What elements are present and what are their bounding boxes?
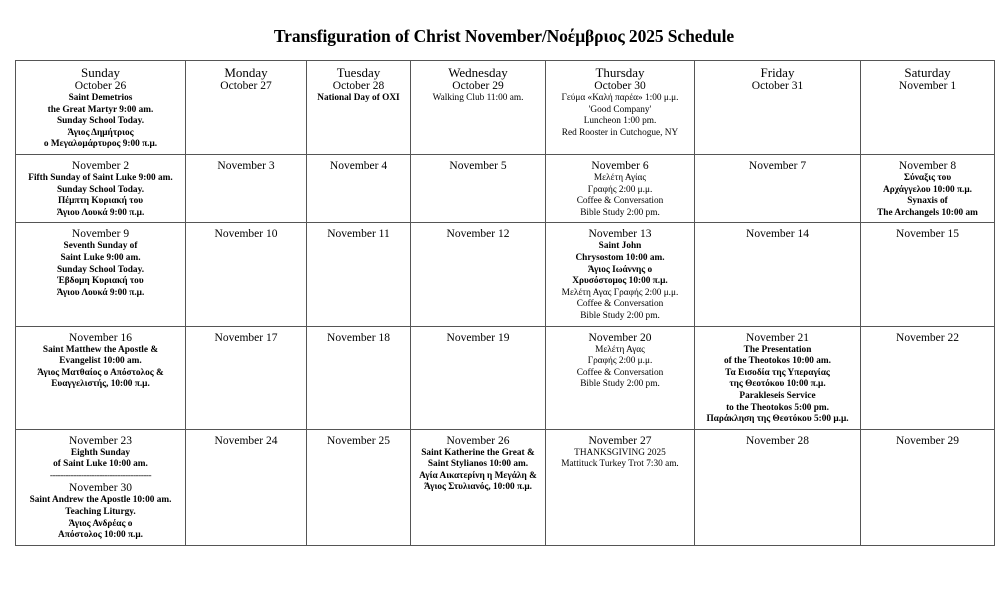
event-text: Coffee & Conversation xyxy=(576,367,664,378)
date-label: November 27 xyxy=(588,434,652,447)
day-cell-wednesday xyxy=(411,429,546,545)
event-text: Saint Katherine the Great & xyxy=(421,447,535,458)
event-text: Άγιος Ιωάννης ο xyxy=(587,264,653,275)
day-cell-thursday xyxy=(546,429,695,545)
day-cell-friday xyxy=(695,326,861,429)
date-label: November 20 xyxy=(588,331,652,344)
event-text: Saint Demetrios xyxy=(68,93,133,103)
date-label: November 10 xyxy=(214,228,278,241)
event-text: Γραφής 2:00 μ.μ. xyxy=(587,356,653,367)
date-label: October 27 xyxy=(220,80,272,92)
event-text: Evangelist 10:00 am. xyxy=(59,356,142,367)
date-label: November 9 xyxy=(71,228,130,241)
event-text: Αρχάγγελου 10:00 π.μ. xyxy=(883,184,972,195)
event-text: Red Rooster in Cutchogue, NY xyxy=(561,127,679,138)
day-cell-tuesday xyxy=(307,223,411,326)
event-text: Αγία Αικατερίνη η Μεγάλη & xyxy=(419,470,537,481)
day-cell-friday xyxy=(695,223,861,326)
event-text: Sunday School Today. xyxy=(56,184,145,195)
date-label: November 16 xyxy=(69,331,132,344)
event-text: of Saint Luke 10:00 am. xyxy=(53,459,148,470)
day-cell-sunday xyxy=(16,223,186,326)
date-label: November 2 xyxy=(71,160,130,172)
event-text: Ευαγγελιστής, 10:00 π.μ. xyxy=(51,379,150,390)
day-cell-monday xyxy=(186,155,307,223)
event-text: Teaching Liturgy. xyxy=(65,507,136,518)
event-text: Saint Luke 9:00 am. xyxy=(60,252,141,263)
date-label: November 3 xyxy=(217,160,275,172)
date-label: November 11 xyxy=(327,228,390,241)
event-text: Παράκληση της Θεοτόκου 5:00 μ.μ. xyxy=(706,414,849,425)
event-text: THANKSGIVING 2025 xyxy=(574,447,666,458)
date-label: November 7 xyxy=(748,160,807,172)
date-label: November 25 xyxy=(327,434,390,447)
weekday-header: Friday xyxy=(760,65,795,80)
date-label: October 30 xyxy=(594,80,646,92)
day-cell-sunday xyxy=(16,326,186,429)
event-text: Έβδομη Κυριακή του xyxy=(57,276,144,287)
event-text: Μελέτη Αγίας xyxy=(593,173,647,183)
event-text: Luncheon 1:00 pm. xyxy=(583,116,657,127)
event-text: The Presentation xyxy=(743,344,812,355)
page-title: Transfiguration of Christ November/Νοέμβριος 2025 Schedule xyxy=(273,26,735,46)
day-cell-saturday xyxy=(861,223,995,326)
date-label: November 19 xyxy=(446,331,510,344)
event-text: Μελέτη Αγας Γραφής 2:00 μ.μ. xyxy=(561,287,679,298)
day-cell-sunday xyxy=(16,155,186,223)
event-text: Bible Study 2:00 pm. xyxy=(580,207,660,218)
event-text: Saint Stylianos 10:00 am. xyxy=(427,459,529,470)
day-cell-sunday xyxy=(16,61,186,155)
event-text: Chrysostom 10:00 am. xyxy=(575,252,665,263)
event-text: της Θεοτόκου 10:00 π.μ. xyxy=(729,379,826,390)
week-row xyxy=(16,223,995,326)
date-label: November 15 xyxy=(896,228,959,241)
date-label: November 28 xyxy=(746,434,809,447)
day-cell-thursday xyxy=(546,223,695,326)
day-cell-tuesday xyxy=(307,155,411,223)
day-cell-saturday xyxy=(861,429,995,545)
event-text: Άγιος Στυλιανός, 10:00 π.μ. xyxy=(423,482,533,493)
date-label: November 12 xyxy=(446,228,510,241)
event-text: Άγιου Λουκά 9:00 π.μ. xyxy=(56,287,145,298)
day-cell-friday xyxy=(695,155,861,223)
week-row xyxy=(16,155,995,223)
day-cell-tuesday xyxy=(307,326,411,429)
day-cell-tuesday xyxy=(307,429,411,545)
event-text: Μελέτη Αγας xyxy=(595,344,645,355)
day-cell-monday xyxy=(186,61,307,155)
event-text: Saint John xyxy=(598,241,642,252)
event-text: Άγιος Δημήτριος xyxy=(67,127,134,138)
day-cell-monday xyxy=(186,326,307,429)
event-text: Πέμπτη Κυριακή του xyxy=(57,196,144,207)
event-text: Seventh Sunday of xyxy=(63,241,138,252)
event-text: Parakleseis Service xyxy=(739,390,816,401)
date-label: November 29 xyxy=(896,434,959,447)
event-text: Χρυσόστομος 10:00 π.μ. xyxy=(572,276,668,287)
event-text: Bible Study 2:00 pm. xyxy=(580,379,660,390)
date-label: November 23 xyxy=(69,434,132,447)
weekday-header: Monday xyxy=(224,65,268,80)
separator-line: --------------------------------------- xyxy=(49,470,152,481)
event-text: of the Theotokos 10:00 am. xyxy=(723,356,831,367)
date-label: November 22 xyxy=(896,331,959,344)
event-text: Coffee & Conversation xyxy=(576,299,664,310)
day-cell-wednesday xyxy=(411,326,546,429)
weekday-header: Sunday xyxy=(81,65,120,80)
week-row xyxy=(16,61,995,155)
day-cell-saturday xyxy=(861,326,995,429)
date-label: October 29 xyxy=(452,80,504,92)
event-text: Τα Εισοδία της Υπεραγίας xyxy=(725,367,830,378)
day-cell-tuesday xyxy=(307,61,411,155)
event-text: Coffee & Conversation xyxy=(576,196,664,207)
event-text: Απόστολος 10:00 π.μ. xyxy=(58,530,143,541)
day-cell-saturday xyxy=(861,61,995,155)
event-text: Άγιος Ματθαίος ο Απόστολος & xyxy=(37,367,164,378)
day-cell-monday xyxy=(186,429,307,545)
date-label: November 6 xyxy=(591,160,649,172)
date-label: November 14 xyxy=(746,228,809,241)
event-text: Γεύμα «Καλή παρέα» 1:00 μ.μ. xyxy=(561,93,679,103)
date-label: November 5 xyxy=(449,160,507,172)
event-text: Saint Andrew the Apostle 10:00 am. xyxy=(29,495,172,506)
event-text: 'Good Company' xyxy=(588,104,652,115)
date-label: November 21 xyxy=(746,331,809,344)
event-text: Άγιος Ανδρέας ο xyxy=(68,518,133,529)
event-text: Γραφής 2:00 μ.μ. xyxy=(587,184,653,195)
weekday-header: Wednesday xyxy=(448,65,508,80)
day-cell-thursday xyxy=(546,155,695,223)
event-text: Mattituck Turkey Trot 7:30 am. xyxy=(561,459,679,470)
day-cell-monday xyxy=(186,223,307,326)
day-cell-friday xyxy=(695,429,861,545)
event-text: to the Theotokos 5:00 pm. xyxy=(726,402,829,413)
date-label: November 17 xyxy=(214,331,278,344)
date-label: October 31 xyxy=(751,80,804,92)
weekday-header: Tuesday xyxy=(336,65,381,80)
day-cell-sunday xyxy=(16,429,186,545)
event-text: Synaxis of xyxy=(907,196,948,207)
day-cell-friday xyxy=(695,61,861,155)
date-label: October 26 xyxy=(74,80,127,92)
date-label: November 1 xyxy=(898,80,957,92)
event-text: The Archangels 10:00 am xyxy=(877,207,978,218)
date-label: November 18 xyxy=(327,331,390,344)
date-label: November 4 xyxy=(329,160,388,172)
event-text: National Day of OXI xyxy=(317,93,400,103)
date-label: November 24 xyxy=(214,434,278,447)
day-cell-saturday xyxy=(861,155,995,223)
date-label: November 26 xyxy=(446,434,510,447)
week-row xyxy=(16,429,995,545)
day-cell-wednesday xyxy=(411,223,546,326)
event-text: Fifth Sunday of Saint Luke 9:00 am. xyxy=(28,173,173,183)
day-cell-thursday xyxy=(546,61,695,155)
event-text: ο Μεγαλομάρτυρος 9:00 π.μ. xyxy=(43,139,158,150)
event-text: Σύναξις του xyxy=(903,173,952,183)
event-text: Bible Study 2:00 pm. xyxy=(580,310,660,321)
weekday-header: Saturday xyxy=(904,65,951,80)
day-cell-wednesday xyxy=(411,61,546,155)
event-text: Eighth Sunday xyxy=(70,447,131,458)
day-cell-wednesday xyxy=(411,155,546,223)
event-text: Sunday School Today. xyxy=(56,264,145,275)
event-text: Sunday School Today. xyxy=(56,116,145,127)
event-text: Άγιου Λουκά 9:00 π.μ. xyxy=(56,207,145,218)
date-label: November 8 xyxy=(898,160,957,172)
event-text: the Great Martyr 9:00 am. xyxy=(47,104,154,115)
event-text: Saint Matthew the Apostle & xyxy=(42,344,159,355)
day-cell-thursday xyxy=(546,326,695,429)
date-label: November 13 xyxy=(588,228,652,241)
weekday-header: Thursday xyxy=(595,65,645,80)
week-row xyxy=(16,326,995,429)
date-label: October 28 xyxy=(332,80,385,92)
calendar-grid xyxy=(15,60,995,546)
event-text: Walking Club 11:00 am. xyxy=(432,93,524,103)
date-label: November 30 xyxy=(69,482,132,495)
